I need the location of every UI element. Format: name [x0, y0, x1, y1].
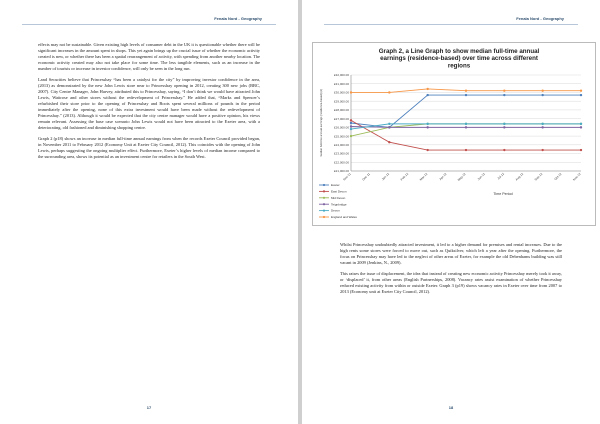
- y-tick-label: £29,000.00: [333, 99, 349, 104]
- y-tick-label: £32,000.00: [333, 73, 349, 78]
- data-point: [541, 126, 543, 128]
- x-tick-label: Jul-12: [496, 171, 506, 181]
- x-tick-label: Feb-12: [399, 171, 410, 182]
- series-line: [351, 95, 581, 127]
- data-point: [465, 90, 467, 92]
- data-point: [541, 94, 543, 96]
- running-header: Fenala Nord - Geography: [516, 16, 564, 21]
- x-tick-label: Nov-12: [572, 171, 582, 182]
- legend-label: Teignbridge: [331, 202, 347, 207]
- paragraph: Graph 2 (p18) shows an increase in median full-time annual earnings from when the records Exeter Council provided began, in November 2011 to February 2012 (Economy Unit at Exeter City Council, 2012). This coincides with the opening of John Lewis, perhaps suggesting the ongoing multiplier effect. Furthermore, Exeter’s higher levels of median income compared to the surrounding area, shows its potential as an investment centre for retailers in the South West.: [38, 136, 260, 159]
- data-point: [503, 149, 505, 151]
- paragraph: Land Securities believe that Princesshay “has been a catalyst for the city” by improving investor confidence in the area, (2013) as demonstrated by the new John Lewis store near to Princesshay opening in 2012, creating 300 new jobs (BBC, 2007). City Centre Manager, John Harvey, attributed this to Princesshay, saying, “I don’t think we would have attracted John Lewis, Waitrose and other stores without the redevelopment of Princesshay.” He added that, “Marks and Spencer’s refurbished their store prior to the opening of Princesshay and Boots spent several millions of pounds in the period immediately after the opening, none of this extra investment would have been made without the redevelopment of Princesshay.” (2013). Although it would be expected that the city centre manager would have a positive opinion, his views remain relevant. Assessing the base case scenario John Lewis would not have been attracted to the Exeter area, with a deteriorating, old fashioned and diminishing shopping centre.: [38, 77, 260, 130]
- y-axis-title: median full-time annual earnings (residence-based) (£): [319, 89, 323, 157]
- series-line: [351, 124, 581, 136]
- header-rule: [22, 24, 276, 25]
- legend-label: England and Wales: [331, 215, 357, 220]
- data-point: [350, 128, 352, 130]
- data-point: [350, 91, 352, 93]
- data-point: [426, 123, 428, 125]
- data-point: [503, 94, 505, 96]
- data-point: [388, 91, 390, 93]
- data-point: [503, 90, 505, 92]
- paragraph: This raises the issue of displacement, the idea that instead of creating new economic activity Princesshay merely took it away, or ‘displaced’ it, from other areas (English Partnerships, 2008). Vacancy rates assist examination of whether Princesshay reduced existing activity from within or outside Exeter. Graph 3 (p19) shows vacancy rates in Exeter over time from 2007 to 2013 (Economy unit at Exeter City Council, 2012).: [340, 271, 562, 294]
- legend-label: East Devon: [331, 189, 347, 194]
- x-tick-label: May-12: [456, 171, 467, 182]
- running-header: Fenala Nord - Geography: [214, 16, 262, 21]
- data-point: [580, 126, 582, 128]
- x-tick-label: Sep-12: [533, 171, 544, 182]
- data-point: [350, 122, 352, 124]
- data-point: [388, 141, 390, 143]
- y-tick-label: £23,000.00: [333, 151, 349, 156]
- legend-marker: [323, 210, 325, 212]
- x-tick-label: Oct-12: [553, 171, 563, 182]
- left-page-body: [38, 42, 260, 165]
- page-number: 17: [146, 405, 152, 410]
- y-tick-label: £21,000.00: [333, 169, 349, 174]
- data-point: [580, 94, 582, 96]
- y-tick-label: £22,000.00: [333, 160, 349, 165]
- x-tick-label: Mar-12: [418, 171, 429, 182]
- x-tick-label: Jan-12: [380, 171, 391, 182]
- legend-marker: [323, 216, 325, 218]
- y-tick-label: £27,000.00: [333, 116, 349, 121]
- chart-title: Graph 2, a Line Graph to show median full-time annual earnings (residence-based) over time across different regions: [378, 48, 540, 70]
- data-point: [426, 126, 428, 128]
- legend-marker: [323, 184, 325, 186]
- chart-container: [312, 42, 596, 226]
- right-page: [302, 0, 600, 424]
- paragraph: effects may not be sustainable. Given existing high levels of consumer debt in the UK it is questionable whether there will be significant increases in the amount spent in shops. This yet again brings up the crucial issue of whether the economic activity created is new, or whether there has been a spatial rearrangement of activity, with spending from another nearby location. The economic activity created may also not take place for some time. The less tangible elements, such as an increase in the number of tourists or increase in investor confidence, will only be seen in the long run.: [38, 42, 260, 71]
- x-tick-label: Aug-12: [514, 171, 525, 182]
- legend-label: Exeter: [331, 183, 340, 188]
- data-point: [580, 123, 582, 125]
- data-point: [388, 123, 390, 125]
- data-point: [465, 126, 467, 128]
- data-point: [580, 90, 582, 92]
- y-tick-label: £26,000.00: [333, 125, 349, 130]
- x-tick-label: Jun-12: [476, 171, 486, 182]
- data-point: [350, 125, 352, 127]
- y-tick-label: £28,000.00: [333, 108, 349, 113]
- header-rule: [324, 24, 578, 25]
- paragraph: Whilst Princesshay undoubtedly attracted investment, it led to a higher demand for premises and rental increases. Due to the high rents some stores were forced to move out, such as Quiksilver, which left a year after the opening. Furthermore, the focus on Princesshay may have led to the neglect of other areas of Exeter, for example the old Debenhams building was still vacant in 2009 (Jenkins, N., 2009).: [340, 242, 562, 265]
- y-tick-label: £31,000.00: [333, 81, 349, 86]
- page-number: 18: [448, 405, 454, 410]
- x-tick-label: Dec-11: [361, 171, 371, 182]
- data-point: [350, 135, 352, 137]
- x-axis-title: Time Period: [493, 192, 513, 196]
- data-point: [426, 88, 428, 90]
- data-point: [541, 149, 543, 151]
- data-point: [426, 94, 428, 96]
- line-chart: [313, 43, 595, 225]
- data-point: [388, 126, 390, 128]
- legend-marker: [323, 203, 325, 205]
- left-page: [0, 0, 298, 424]
- x-tick-label: Nov-11: [342, 171, 352, 182]
- legend-marker: [323, 190, 325, 192]
- data-point: [465, 123, 467, 125]
- data-point: [541, 123, 543, 125]
- data-point: [465, 149, 467, 151]
- legend-label: Mid Devon: [331, 195, 346, 200]
- legend-marker: [323, 197, 325, 199]
- data-point: [580, 149, 582, 151]
- y-tick-label: £25,000.00: [333, 134, 349, 139]
- data-point: [541, 90, 543, 92]
- y-tick-label: £24,000.00: [333, 143, 349, 148]
- right-page-body: [340, 242, 562, 300]
- data-point: [350, 119, 352, 121]
- data-point: [426, 149, 428, 151]
- y-tick-label: £30,000.00: [333, 90, 349, 95]
- data-point: [503, 123, 505, 125]
- legend-label: Devon: [331, 208, 340, 213]
- x-tick-label: Apr-12: [438, 171, 448, 182]
- data-point: [503, 126, 505, 128]
- data-point: [465, 94, 467, 96]
